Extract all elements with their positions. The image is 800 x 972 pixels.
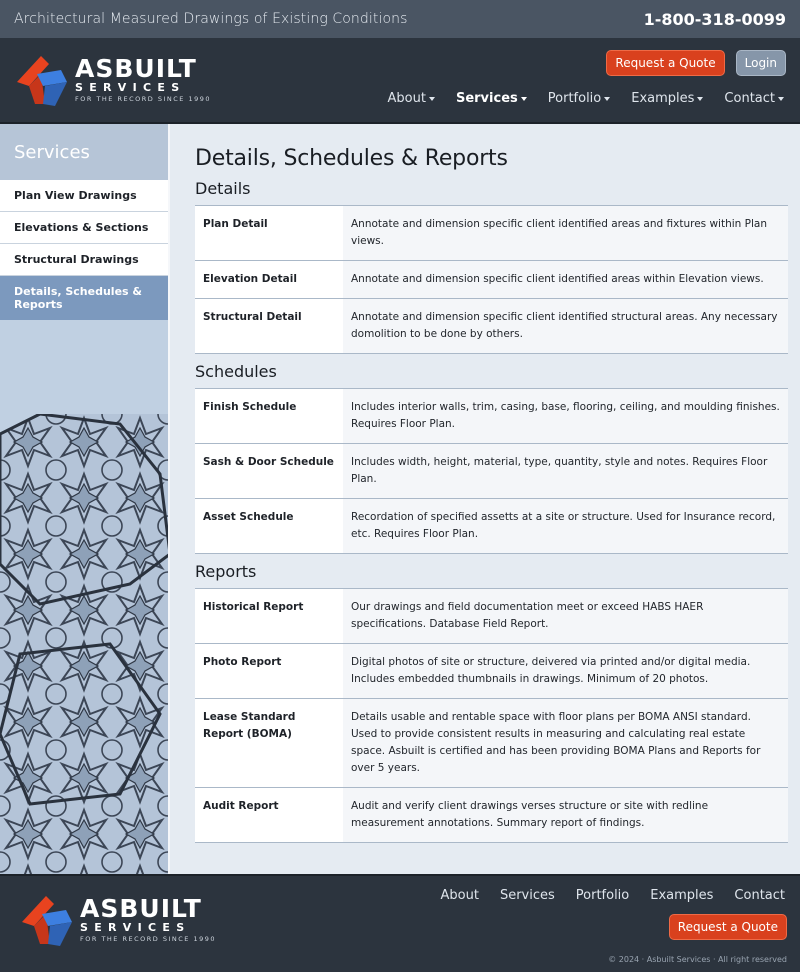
row-description: Audit and verify client drawings verses structure or site with redline measurement annotations. Summary report of findings. <box>343 788 788 842</box>
copyright-text: © 2024 · Asbuilt Services · All right reserved <box>608 955 787 964</box>
phone-number[interactable]: 1-800-318-0099 <box>643 9 786 29</box>
nav-portfolio[interactable]: Portfolio <box>548 91 610 106</box>
row-description: Includes width, height, material, type, quantity, style and notes. Requires Floor Plan. <box>343 444 788 498</box>
footer-request-quote-button[interactable]: Request a Quote <box>669 914 787 940</box>
sidebar-item-plan-view[interactable]: Plan View Drawings <box>0 180 168 212</box>
content-area <box>170 124 800 874</box>
reports-table <box>195 588 788 843</box>
table-row <box>195 644 788 699</box>
row-label: Elevation Detail <box>195 261 343 298</box>
brand-name: ASBUILT <box>75 53 197 83</box>
site-header <box>0 38 800 124</box>
table-row <box>195 699 788 788</box>
row-label: Audit Report <box>195 788 343 842</box>
table-row <box>195 499 788 554</box>
main-nav <box>388 91 784 106</box>
chevron-down-icon <box>521 97 527 101</box>
chevron-down-icon <box>429 97 435 101</box>
footer-brand-sub: SERVICES <box>80 920 191 934</box>
as-logo-icon <box>20 892 74 948</box>
footer-brand-tagline: FOR THE RECORD SINCE 1990 <box>80 934 216 943</box>
row-label: Plan Detail <box>195 206 343 260</box>
row-description: Includes interior walls, trim, casing, base, flooring, ceiling, and moulding finishes. Requires Floor Plan. <box>343 389 788 443</box>
footer-nav-examples[interactable]: Examples <box>650 888 714 903</box>
sidebar-title: Services <box>0 124 168 180</box>
request-quote-button[interactable]: Request a Quote <box>606 50 724 76</box>
row-label: Finish Schedule <box>195 389 343 443</box>
nav-services[interactable]: Services <box>456 91 527 106</box>
top-bar <box>0 0 800 38</box>
footer-nav <box>441 888 786 903</box>
footer-brand-name: ASBUILT <box>80 893 202 923</box>
table-row <box>195 389 788 444</box>
row-description: Recordation of specified assetts at a site or structure. Used for Insurance record, etc. Requires Floor Plan. <box>343 499 788 553</box>
footer-nav-contact[interactable]: Contact <box>734 888 785 903</box>
header-actions <box>606 50 786 76</box>
row-description: Digital photos of site or structure, deivered via printed and/or digital media. Includes embedded thumbnails in drawings. Minimum of 20 photos. <box>343 644 788 698</box>
nav-contact[interactable]: Contact <box>724 91 784 106</box>
brand-tagline: FOR THE RECORD SINCE 1990 <box>75 94 211 103</box>
footer-nav-portfolio[interactable]: Portfolio <box>575 888 630 903</box>
as-logo-icon <box>15 52 69 108</box>
nav-about[interactable]: About <box>388 91 435 106</box>
section-title-details: Details <box>195 179 251 198</box>
site-logo[interactable] <box>15 52 211 108</box>
row-label: Photo Report <box>195 644 343 698</box>
row-label: Sash & Door Schedule <box>195 444 343 498</box>
login-button[interactable]: Login <box>736 50 786 76</box>
row-description: Our drawings and field documentation meet or exceed HABS HAER specifications. Database Field Report. <box>343 589 788 643</box>
footer-nav-services[interactable]: Services <box>499 888 555 903</box>
row-label: Asset Schedule <box>195 499 343 553</box>
site-footer <box>0 874 800 972</box>
table-row <box>195 444 788 499</box>
brand-sub: SERVICES <box>75 80 186 94</box>
services-sidebar <box>0 124 170 874</box>
sidebar-item-elevations[interactable]: Elevations & Sections <box>0 212 168 244</box>
chevron-down-icon <box>778 97 784 101</box>
row-label: Structural Detail <box>195 299 343 353</box>
table-row <box>195 261 788 299</box>
row-description: Annotate and dimension specific client identified structural areas. Any necessary domolition to be done by others. <box>343 299 788 353</box>
page-title: Details, Schedules & Reports <box>195 146 508 171</box>
row-description: Annotate and dimension specific client identified areas and fixtures within Plan views. <box>343 206 788 260</box>
row-description: Annotate and dimension specific client identified areas within Elevation views. <box>343 261 788 298</box>
main-area <box>0 124 800 874</box>
chevron-down-icon <box>604 97 610 101</box>
row-label: Historical Report <box>195 589 343 643</box>
sidebar-item-structural[interactable]: Structural Drawings <box>0 244 168 276</box>
row-description: Details usable and rentable space with floor plans per BOMA ANSI standard. Used to provide consistent results in measuring and calculating real estate space. Asbuilt is certified and has been providing BOMA Plans and Reports for over 5 years. <box>343 699 788 787</box>
row-label: Lease Standard Report (BOMA) <box>195 699 343 787</box>
decorative-pattern <box>0 414 170 874</box>
details-table <box>195 205 788 354</box>
nav-examples[interactable]: Examples <box>631 91 703 106</box>
table-row <box>195 788 788 843</box>
sidebar-item-details[interactable]: Details, Schedules & Reports <box>0 276 168 320</box>
tagline: Architectural Measured Drawings of Existing Conditions <box>14 11 408 27</box>
chevron-down-icon <box>697 97 703 101</box>
section-title-reports: Reports <box>195 562 257 581</box>
table-row <box>195 206 788 261</box>
table-row <box>195 589 788 644</box>
footer-logo[interactable] <box>20 892 216 948</box>
footer-nav-about[interactable]: About <box>440 888 479 903</box>
section-title-schedules: Schedules <box>195 362 277 381</box>
table-row <box>195 299 788 354</box>
schedules-table <box>195 388 788 554</box>
